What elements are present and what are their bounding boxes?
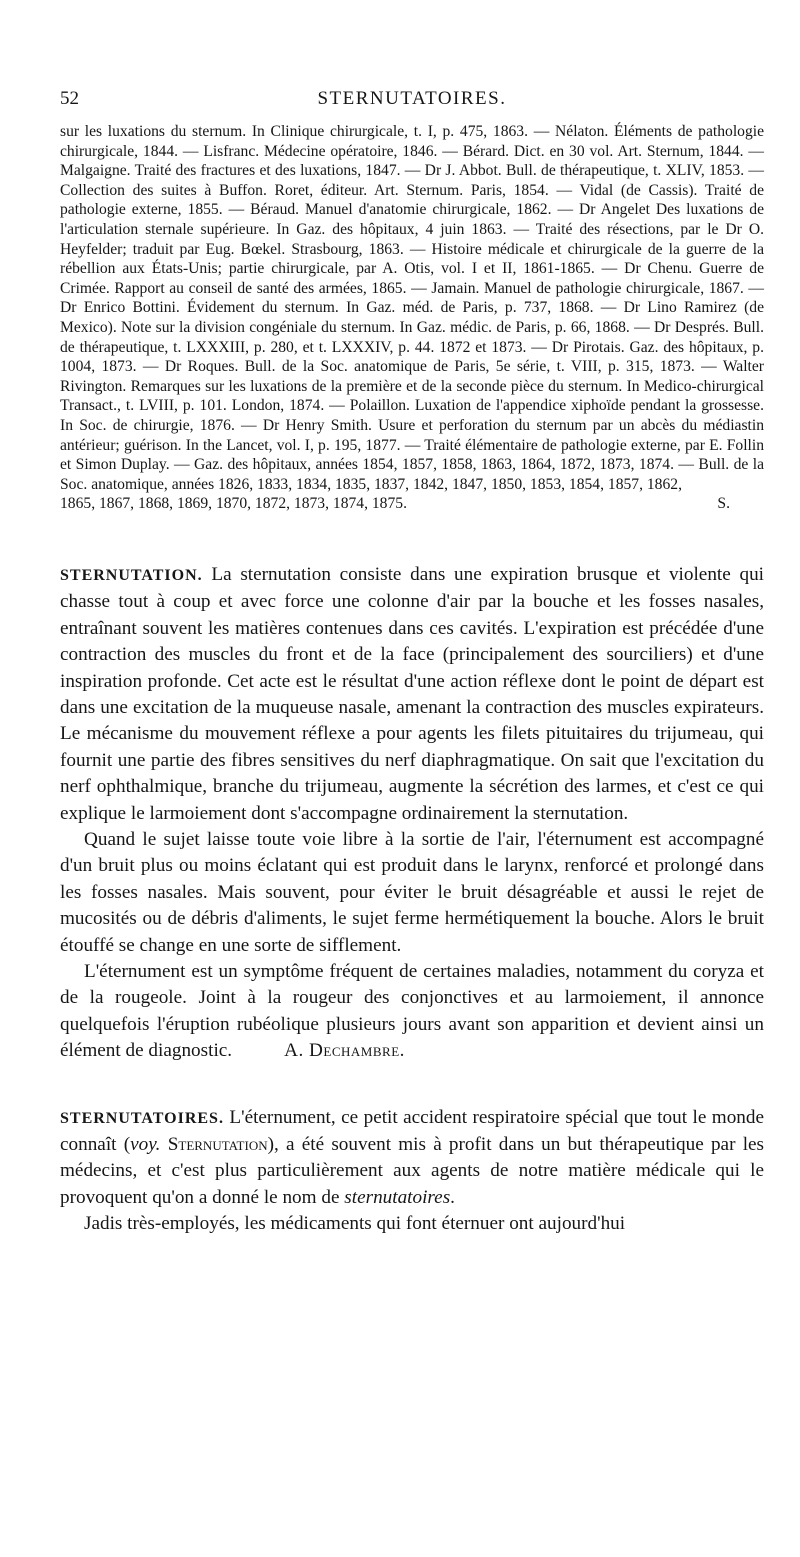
- paragraph-text: L'éternument est un symptôme fréquent de certaines maladies, notamment du coryza et de la rougeole. Joint à la rougeur des conjonctives et au larmoiement, il annonce quelquefois l'éruption rubéolique plusieurs jours avant son apparition et devient ainsi un élément de diagnostic.: [60, 960, 764, 1062]
- cross-reference: Sternutation: [167, 1134, 268, 1155]
- article-sternutatoires: [60, 1105, 764, 1238]
- headword-sternutatoires: STERNUTATOIRES.: [60, 1109, 224, 1127]
- headword-sternutation: STERNUTATION.: [60, 566, 203, 584]
- bibliography-text: sur les luxations du sternum. In Clinique chirurgicale, t. I, p. 475, 1863. — Nélaton. Éléments de pathologie chirurgicale, 1844. — Lisfranc. Médecine opératoire, 1846. — Bérard. Dict. en 30 vol. Art. Sternum, 1844. — Malgaigne. Traité des fractures et des luxations, 1847. — Dr J. Abbot. Bull. de thérapeutique, t. XLIV, 1853. — Collection des suites à Buffon. Roret, éditeur. Art. Sternum. Paris, 1854. — Vidal (de Cassis). Traité de pathologie externe, 1855. — Béraud. Manuel d'anatomie chirurgicale, 1862. — Dr Angelet Des luxations de l'articulation sternale supérieure. In Gaz. des hôpitaux, 4 juin 1863. — Traité des résections, par le Dr O. Heyfelder; traduit par Eug. Bœkel. Strasbourg, 1863. — Histoire médicale et chirurgicale de la guerre de la rébellion aux États-Unis; partie chirurgicale, par A. Otis, vol. I et II, 1861-1865. — Dr Chenu. Guerre de Crimée. Rapport au conseil de santé des armées, 1865. — Jamain. Manuel de pathologie chirurgicale, 1867. — Dr Enrico Bottini. Évidement du sternum. In Gaz. méd. de Paris, p. 737, 1868. — Dr Lino Ramirez (de Mexico). Note sur la division congéniale du sternum. In Gaz. médic. de Paris, p. 66, 1868. — Dr Després. Bull. de thérapeutique, t. LXXXIII, p. 280, et t. LXXXIV, p. 44. 1872 et 1873. — Dr Pirotais. Gaz. des hôpitaux, p. 1004, 1873. — Dr Roques. Bull. de la Soc. anatomique de Paris, 5e série, t. VIII, p. 315, 1873. — Walter Rivington. Remarques sur les luxations de la première et de la seconde pièce du sternum. In Medico-chirurgical Transact., t. LVIII, p. 101. London, 1874. — Polaillon. Luxation de l'appendice xiphoïde pendant la grossesse. In Soc. de chirurgie, 1876. — Dr Henry Smith. Usure et perforation du sternum par un abcès du médiastin antérieur; guérison. In the Lancet, vol. I, p. 195, 1877. — Traité élémentaire de pathologie externe, par E. Follin et Simon Duplay. — Gaz. des hôpitaux, années 1854, 1857, 1858, 1863, 1864, 1872, 1873, 1874. — Bull. de la Soc. anatomique, années 1826, 1833, 1834, 1835, 1837, 1842, 1847, 1850, 1853, 1854, 1857, 1862,: [60, 123, 764, 493]
- bibliography-last-line: [60, 494, 764, 514]
- article-paragraph: [60, 562, 764, 827]
- paragraph-text: ), a été souvent mis à profit dans un but thérapeutique par les médecins, et c'est plus particulièrement aux agents de notre matière médicale qui le provoquent qu'on a donné le nom de: [60, 1134, 765, 1208]
- article-paragraph: Jadis très-employés, les médicaments qui font éternuer ont aujourd'hui: [84, 1213, 626, 1235]
- running-title: STERNUTATOIRES.: [317, 88, 507, 109]
- bibliography-signature: S.: [717, 495, 730, 513]
- running-head: [60, 88, 764, 118]
- author-signature: A. Dechambre.: [284, 1040, 405, 1062]
- defined-term: sternutatoires: [344, 1186, 451, 1208]
- article-paragraph: [60, 959, 764, 1065]
- article-paragraph: STERNUTATOIRES. L'éternument, ce petit accident respiratoire spécial que tout le monde connaît (voy. Sternutation), a été souvent mis à profit dans un but thérapeutique par les médecins, et c'est plus particulièrement aux agents de notre matière médicale qui le provoquent qu'on a donné le nom de sternutatoires.: [60, 1106, 765, 1208]
- paragraph-text: L'éternument, ce petit accident respiratoire spécial que tout le monde connaît (: [60, 1106, 765, 1155]
- article-sternutation: [60, 562, 764, 1065]
- article-paragraph: Quand le sujet laisse toute voie libre à la sortie de l'air, l'éternument est accompagné d'un bruit plus ou moins éclatant qui est produit dans le larynx, renforcé et prolongé dans les fosses nasales. Mais souvent, pour éviter le bruit désagréable et aussi le rejet de mucosités ou de débris d'aliments, le sujet ferme hermétiquement la bouche. Alors le bruit étouffé se change en une sorte de sifflement.: [60, 828, 764, 956]
- see-also-abbrev: voy.: [130, 1134, 161, 1155]
- paragraph-text: La sternutation consiste dans une expiration brusque et violente qui chasse tout à coup et avec force une colonne d'air par la bouche et les fosses nasales, entraînant souvent les matières contenues dans ces cavités. L'expiration est précédée d'une contraction des muscles du front et de la face (principalement des sourciliers) et d'une inspiration profonde. Cet acte est le résultat d'une action réflexe dont le point de départ est dans une excitation de la muqueuse nasale, amenant la contraction des muscles expirateurs. Le mécanisme du mouvement réflexe a pour agents les filets pituitaires du trijumeau, qui fournit une partie des fibres sensitives du nerf diaphragmatique. On sait que l'excitation du nerf ophthalmique, branche du trijumeau, augmente la sécrétion des larmes, et c'est ce qui explique le larmoiement dont s'accompagne ordinairement la sternutation.: [60, 563, 764, 824]
- dictionary-page: [60, 88, 764, 1238]
- bibliography: [60, 122, 764, 514]
- page-number: 52: [60, 88, 79, 109]
- bibliography-years: 1865, 1867, 1868, 1869, 1870, 1872, 1873, 1874, 1875.: [60, 495, 407, 513]
